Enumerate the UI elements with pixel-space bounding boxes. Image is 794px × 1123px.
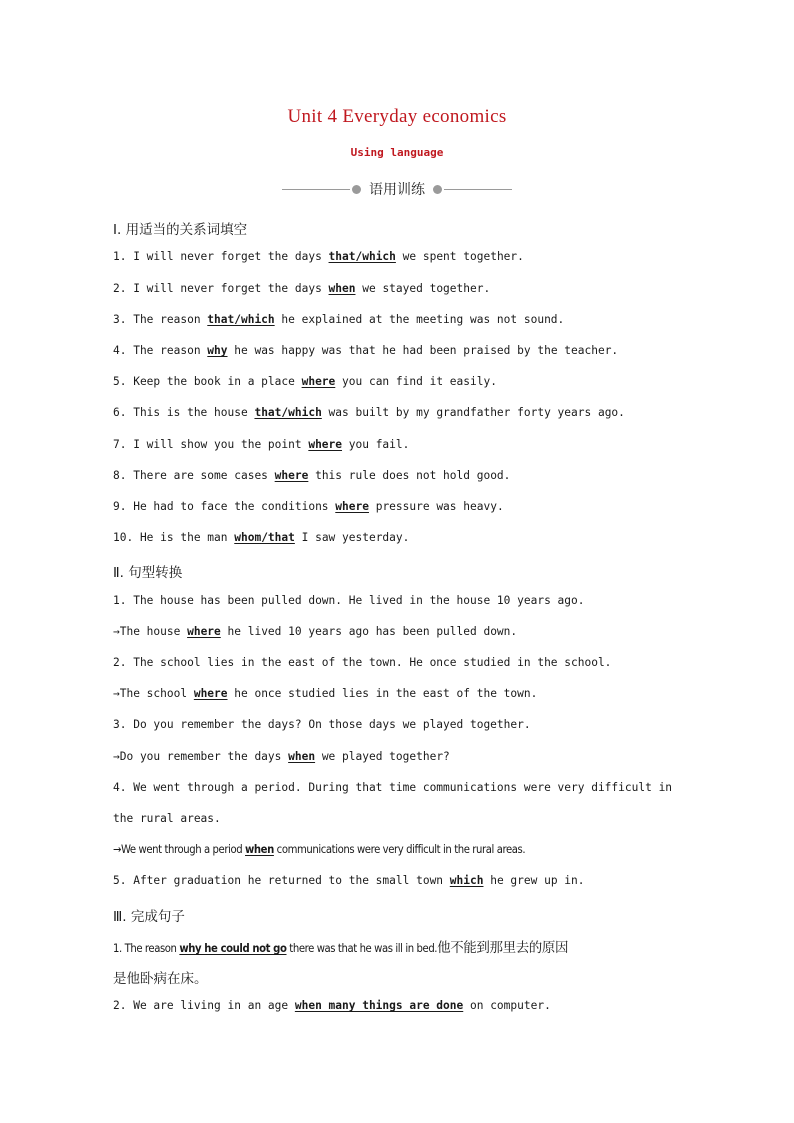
answer: why he could not go xyxy=(179,942,287,955)
exercise-line: 10. He is the man whom/that I saw yesterday. xyxy=(113,531,410,544)
exercise-line: 2. We are living in an age when many things are done on computer. xyxy=(113,999,551,1012)
exercise-line: 5. After graduation he returned to the small town which he grew up in. xyxy=(113,874,585,887)
exercise-line: 1. The reason why he could not go there was that he was ill in bed.他不能到那里去的原因 xyxy=(113,940,569,956)
exercise-line: 4. The reason why he was happy was that he had been praised by the teacher. xyxy=(113,344,619,357)
answer: which xyxy=(449,874,484,887)
divider-line-right xyxy=(444,189,512,190)
exercise-line: 6. This is the house that/which was built by my grandfather forty years ago. xyxy=(113,406,625,419)
answer: where xyxy=(193,687,228,700)
answer: when xyxy=(288,750,316,763)
exercise-line: 1. The house has been pulled down. He lived in the house 10 years ago. xyxy=(113,594,585,607)
exercise-line: 9. He had to face the conditions where pressure was heavy. xyxy=(113,500,504,513)
exercise-line: →The school where he once studied lies in the east of the town. xyxy=(113,687,538,700)
exercise-line: 1. I will never forget the days that/which we spent together. xyxy=(113,250,524,263)
exercise-line: 3. The reason that/which he explained at the meeting was not sound. xyxy=(113,313,565,326)
answer: when xyxy=(245,843,274,856)
answer: that/which xyxy=(328,250,396,263)
exercise-line: 8. There are some cases where this rule does not hold good. xyxy=(113,469,511,482)
divider-line-left xyxy=(282,189,350,190)
exercise-line: →We went through a period when communications were very difficult in the rural areas. xyxy=(113,843,526,856)
answer: that/which xyxy=(254,406,322,419)
exercise-line: 2. I will never forget the days when we stayed together. xyxy=(113,282,491,295)
answer: that/which xyxy=(207,313,275,326)
section-divider xyxy=(282,180,512,200)
answer: whom/that xyxy=(234,531,295,544)
section-3-heading: Ⅲ. 完成句子 xyxy=(113,909,185,925)
exercise-line: the rural areas. xyxy=(113,812,221,825)
document-subtitle: Using language xyxy=(350,146,444,159)
section-2-heading: Ⅱ. 句型转换 xyxy=(113,565,183,581)
answer: where xyxy=(274,469,309,482)
exercise-line: 7. I will show you the point where you fail. xyxy=(113,438,410,451)
exercise-line: 4. We went through a period. During that time communications were very difficult in xyxy=(113,781,673,794)
divider-dot-right xyxy=(433,185,442,194)
answer: where xyxy=(335,500,369,513)
divider-label: 语用训练 xyxy=(369,182,425,198)
exercise-line: 3. Do you remember the days? On those days we played together. xyxy=(113,718,531,731)
answer: why xyxy=(207,344,228,357)
answer: when many things are done xyxy=(294,999,464,1012)
exercise-line: 5. Keep the book in a place where you can find it easily. xyxy=(113,375,497,388)
document-title: Unit 4 Everyday economics xyxy=(287,106,507,127)
exercise-line: 是他卧病在床。 xyxy=(113,971,208,987)
answer: where xyxy=(301,375,336,388)
section-1-heading: Ⅰ. 用适当的关系词填空 xyxy=(113,222,248,238)
answer: where xyxy=(308,438,343,451)
exercise-line: →Do you remember the days when we played together? xyxy=(113,750,450,763)
answer: when xyxy=(328,282,356,295)
exercise-line: →The house where he lived 10 years ago has been pulled down. xyxy=(113,625,518,638)
exercise-line: 2. The school lies in the east of the town. He once studied in the school. xyxy=(113,656,612,669)
answer: where xyxy=(187,625,221,638)
